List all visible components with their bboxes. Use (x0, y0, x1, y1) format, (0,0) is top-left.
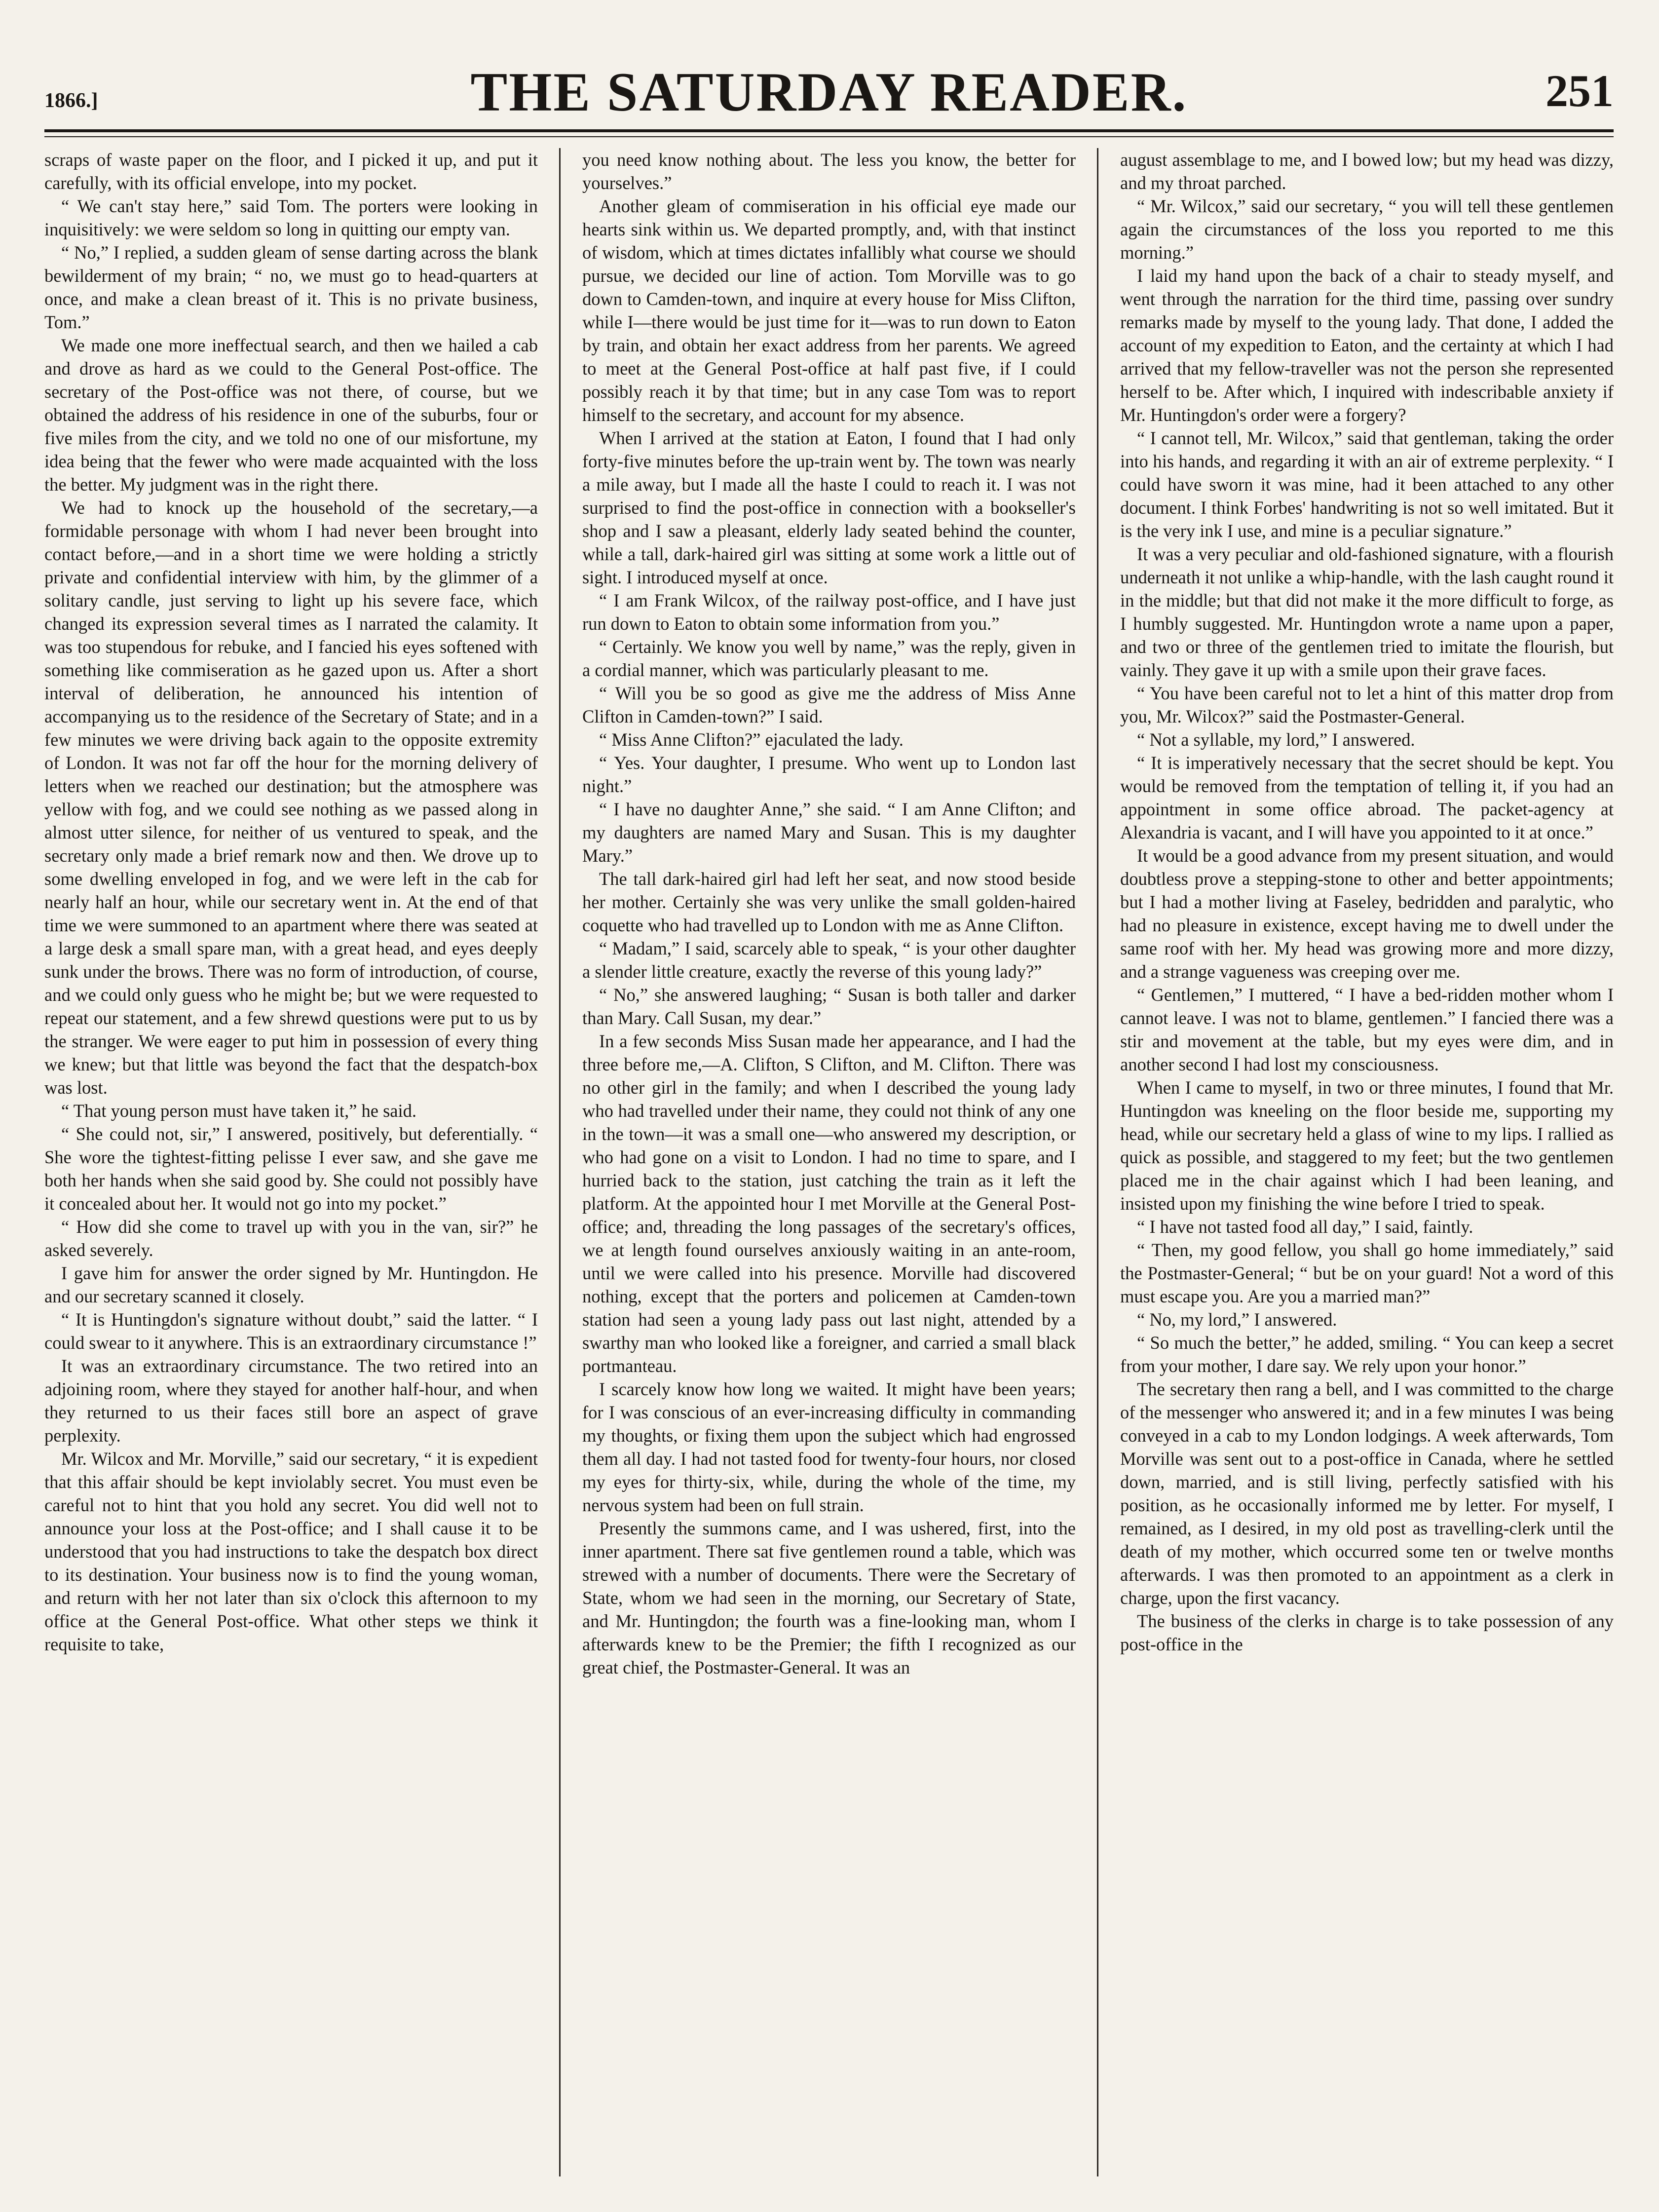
paragraph: I laid my hand upon the back of a chair to steady myself, and went through the narration for the third time, passing over sundry remarks made by myself to the young lady. That done, I added the account of my expedition to Eaton, and the certainty at which I had arrived that my fellow-traveller was not the person she represented herself to be. After which, I inquired with indescribable anxiety if Mr. Huntingdon's order were a forgery? (1120, 266, 1614, 425)
paragraph: “ Yes. Your daughter, I presume. Who went up to London last night.” (582, 753, 1076, 796)
paragraph: I scarcely know how long we waited. It might have been years; for I was conscious of an ever-increasing difficulty in commanding my thoughts, or fixing them upon the subject which had engrossed them all day. I had not tasted food for twenty-four hours, nor closed my eyes for thirty-six, while, during the whole of the time, my nervous system had been on full strain. (582, 1379, 1076, 1515)
paragraph: “ Madam,” I said, scarcely able to speak, “ is your other daughter a slender little creature, exactly the reverse of this young lady?” (582, 938, 1076, 982)
paragraph: “ That young person must have taken it,” he said. (61, 1101, 417, 1121)
paragraph: When I came to myself, in two or three minutes, I found that Mr. Huntingdon was kneeling on the floor beside me, supporting my head, while our secretary held a glass of wine to my lips. I rallied as quick as possible, and staggered to my feet; but the two gentlemen placed me in the chair against which I had been leaning, and insisted upon my finishing the wine before I tried to speak. (1120, 1077, 1614, 1214)
paragraph: “ I have not tasted food all day,” I said, faintly. (1137, 1217, 1473, 1237)
paragraph: “ Miss Anne Clifton?” ejaculated the lady. (599, 729, 904, 750)
paragraph: “ She could not, sir,” I answered, positively, but deferentially. “ She wore the tightest-fitting pelisse I ever saw, and she gave me both her hands when she said good by. She could not possibly have it concealed about her. It would not go into my pocket.” (44, 1124, 538, 1214)
paragraph: “ Mr. Wilcox,” said our secretary, “ you will tell these gentlemen again the circumstances of the loss you reported to me this morning.” (1120, 196, 1614, 263)
paragraph: We had to knock up the household of the secretary,—a formidable personage with whom I had never been brought into contact before,—and in a short time we were holding a strictly private and confidential interview with him, by the glimmer of a solitary candle, just serving to light up his severe face, which changed its expression several times as I narrated the calamity. It was too stupendous for rebuke, and I fancied his eyes softened with something like commiseration as he gazed upon us. After a short interval of deliberation, he announced his intention of accompanying us to the residence of the Secretary of State; and in a few minutes we were driving back again to the opposite extremity of London. It was not far off the hour for the morning delivery of letters when we reached our destination; but the atmosphere was yellow with fog, and we could see nothing as we passed along in almost utter silence, for neither of us ventured to speak, and the secretary only made a brief remark now and then. We drove up to some dwelling enveloped in fog, and we were left in the cab for nearly half an hour, while our secretary went in. At the end of that time we were summoned to an apartment where there was seated at a large desk a small spare man, with a great head, and eyes deeply sunk under the brows. There was no form of introduction, of course, and we could only guess who he might be; but we were requested to repeat our statement, and a few shrewd questions were put to us by the stranger. We were eager to put him in possession of every thing we knew; but that little was beyond the fact that the despatch-box was lost. (44, 497, 538, 1098)
paragraph: It would be a good advance from my present situation, and would doubtless prove a stepping-stone to other and better appointments; but I had a mother living at Faseley, bedridden and paralytic, who had no pleasure in existence, except having me to dwell under the same roof with her. My head was growing more and more dizzy, and a strange vagueness was creeping over me. (1120, 845, 1614, 982)
paragraph: “ I cannot tell, Mr. Wilcox,” said that gentleman, taking the order into his hands, and regarding it with an air of extreme perplexity. “ I could have sworn it was mine, had it been attached to any other document. I think Forbes' handwriting is not so well imitated. But it is the very ink I use, and mine is a peculiar signature.” (1120, 428, 1614, 541)
paragraph: The business of the clerks in charge is to take possession of any post-office in the (1120, 1611, 1614, 1654)
header-rule-thin (44, 136, 1614, 137)
column-divider (1097, 148, 1098, 2176)
paragraph: In a few seconds Miss Susan made her appearance, and I had the three before me,—A. Clifton, S Clifton, and M. Clifton. There was no other girl in the family; and when I described the young lady who had travelled under their name, they could not think of any one in the town—it was a small one—who answered my description, or who had gone on a visit to London. I had no time to spare, and I hurried back to the station, just catching the train as it left the platform. At the appointed hour I met Morville at the General Post-office; and, threading the long passages of the secretary's offices, we at length found ourselves anxiously waiting in an ante-room, until we were called into his presence. Morville had discovered nothing, except that the porters and policemen at Camden-town station had seen a young lady pass out last night, attended by a swarthy man who looked like a foreigner, and carried a small black portmanteau. (582, 1031, 1076, 1376)
running-head (44, 47, 1614, 131)
paragraph: “ It is Huntingdon's signature without doubt,” said the latter. “ I could swear to it anywhere. This is an extraordinary circumstance !” (44, 1309, 538, 1353)
paragraph: “ Will you be so good as give me the address of Miss Anne Clifton in Camden-town?” I said. (582, 683, 1076, 726)
paragraph: august assemblage to me, and I bowed low; but my head was dizzy, and my throat parched. (1120, 150, 1614, 193)
paragraph: “ I have no daughter Anne,” she said. “ I am Anne Clifton; and my daughters are named Mary and Susan. This is my daughter Mary.” (582, 799, 1076, 866)
paragraph: It was an extraordinary circumstance. The two retired into an adjoining room, where they stayed for another half-hour, and when they returned to us their faces still bore an aspect of grave perplexity. (44, 1356, 538, 1446)
paragraph: It was a very peculiar and old-fashioned signature, with a flourish underneath it not unlike a whip-handle, with the lash caught round it in the middle; but that did not make it the more difficult to forge, as I humbly suggested. Mr. Huntingdon wrote a name upon a paper, and two or three of the gentlemen tried to imitate the flourish, but vainly. They gave it up with a smile upon their grave faces. (1120, 544, 1614, 680)
text-column-2 (582, 148, 1076, 2176)
page-number: 251 (1546, 66, 1614, 116)
text-column-1 (44, 148, 538, 2176)
column-divider (559, 148, 561, 2176)
paragraph: “ Certainly. We know you well by name,” was the reply, given in a cordial manner, which was particularly pleasant to me. (582, 637, 1076, 680)
paragraph: The tall dark-haired girl had left her seat, and now stood beside her mother. Certainly she was very unlike the small golden-haired coquette who had travelled up to London with me as Anne Clifton. (582, 869, 1076, 935)
paragraph: The secretary then rang a bell, and I was committed to the charge of the messenger who answered it; and in a few minutes I was being conveyed in a cab to my London lodgings. A week afterwards, Tom Morville was sent out to a post-office in Canada, where he settled down, married, and is still living, perfectly satisfied with his position, as he occasionally informed me by letter. For myself, I remained, as I desired, in my old post as travelling-clerk until the death of my mother, which occurred some ten or twelve months afterwards. I was then promoted to an appointment as a clerk in charge, upon the first vacancy. (1120, 1379, 1614, 1608)
paragraph: “ No, my lord,” I answered. (1137, 1309, 1337, 1330)
paragraph: “ Not a syllable, my lord,” I answered. (1137, 729, 1415, 750)
text-column-3 (1120, 148, 1614, 2176)
paragraph: “ How did she come to travel up with you in the van, sir?” he asked severely. (44, 1217, 538, 1260)
paragraph: “ It is imperatively necessary that the secret should be kept. You would be removed from the temptation of telling it, if you had an appointment in some office abroad. The packet-agency at Alexandria is vacant, and I will have you appointed to it at once.” (1120, 753, 1614, 842)
paragraph: We made one more ineffectual search, and then we hailed a cab and drove as hard as we could to the General Post-office. The secretary of the Post-office was not there, of course, but we obtained the address of his residence in one of the suburbs, four or five miles from the city, and we told no one of our misfortune, my idea being that the fewer who were made acquainted with the loss the better. My judgment was in the right there. (44, 335, 538, 495)
paragraph: Presently the summons came, and I was ushered, first, into the inner apartment. There sat five gentlemen round a table, which was strewed with a number of documents. There were the Secretary of State, whom we had seen in the morning, our Secretary of State, and Mr. Huntingdon; the fourth was a fine-looking man, whom I afterwards knew to be the Premier; the fifth I recognized as our great chief, the Postmaster-General. It was an (582, 1518, 1076, 1678)
issue-year: 1866.] (44, 89, 98, 112)
paragraph: I gave him for answer the order signed by Mr. Huntingdon. He and our secretary scanned it closely. (44, 1263, 538, 1306)
paragraph: “ So much the better,” he added, smiling. “ You can keep a secret from your mother, I dare say. We rely upon your honor.” (1120, 1333, 1614, 1376)
paragraph: “ You have been careful not to let a hint of this matter drop from you, Mr. Wilcox?” said the Postmaster-General. (1120, 683, 1614, 726)
paragraph: “ Gentlemen,” I muttered, “ I have a bed-ridden mother whom I cannot leave. I was not to blame, gentlemen.” I fancied there was a stir and movement at the table, but my eyes were dim, and in another second I had lost my consciousness. (1120, 985, 1614, 1074)
paragraph: “ No,” she answered laughing; “ Susan is both taller and darker than Mary. Call Susan, my dear.” (582, 985, 1076, 1028)
masthead-title: THE SATURDAY READER. (470, 62, 1188, 123)
paragraph: “ We can't stay here,” said Tom. The porters were looking in inquisitively: we were seldom so long in quitting our empty van. (44, 196, 538, 239)
paragraph: scraps of waste paper on the floor, and I picked it up, and put it carefully, with its official envelope, into my pocket. (44, 150, 538, 193)
paragraph: “ Then, my good fellow, you shall go home immediately,” said the Postmaster-General; “ but be on your guard! Not a word of this must escape you. Are you a married man?” (1120, 1240, 1614, 1306)
paragraph: When I arrived at the station at Eaton, I found that I had only forty-five minutes before the up-train went by. The town was nearly a mile away, but I made all the haste I could to reach it. I was not surprised to find the post-office in connection with a bookseller's shop and I saw a pleasant, elderly lady seated behind the counter, while a tall, dark-haired girl was sitting at some work a little out of sight. I introduced myself at once. (582, 428, 1076, 587)
paragraph: “ I am Frank Wilcox, of the railway post-office, and I have just run down to Eaton to obtain some information from you.” (582, 590, 1076, 634)
header-rule (44, 129, 1614, 132)
paragraph: Mr. Wilcox and Mr. Morville,” said our secretary, “ it is expedient that this affair should be kept inviolably secret. You must even be careful not to hint that you hold any secret. You did well not to announce your loss at the Post-office; and I shall cause it to be understood that you had instructions to take the despatch box direct to its destination. Your business now is to find the young woman, and return with her not later than six o'clock this afternoon to my office at the General Post-office. What other steps we think it requisite to take, (44, 1449, 538, 1654)
paragraph: you need know nothing about. The less you know, the better for yourselves.” (582, 150, 1076, 193)
paragraph: “ No,” I replied, a sudden gleam of sense darting across the blank bewilderment of my brain; “ no, we must go to head-quarters at once, and make a clean breast of it. This is no private business, Tom.” (44, 242, 538, 332)
paragraph: Another gleam of commiseration in his official eye made our hearts sink within us. We departed promptly, and, with that instinct of wisdom, which at times dictates infallibly what course we should pursue, we decided our line of action. Tom Morville was to go down to Camden-town, and inquire at every house for Miss Clifton, while I—there would be just time for it—was to run down to Eaton by train, and obtain her exact address from her parents. We agreed to meet at the General Post-office at half past five, if I could possibly reach it by that time; but in any case Tom was to report himself to the secretary, and account for my absence. (582, 196, 1076, 425)
